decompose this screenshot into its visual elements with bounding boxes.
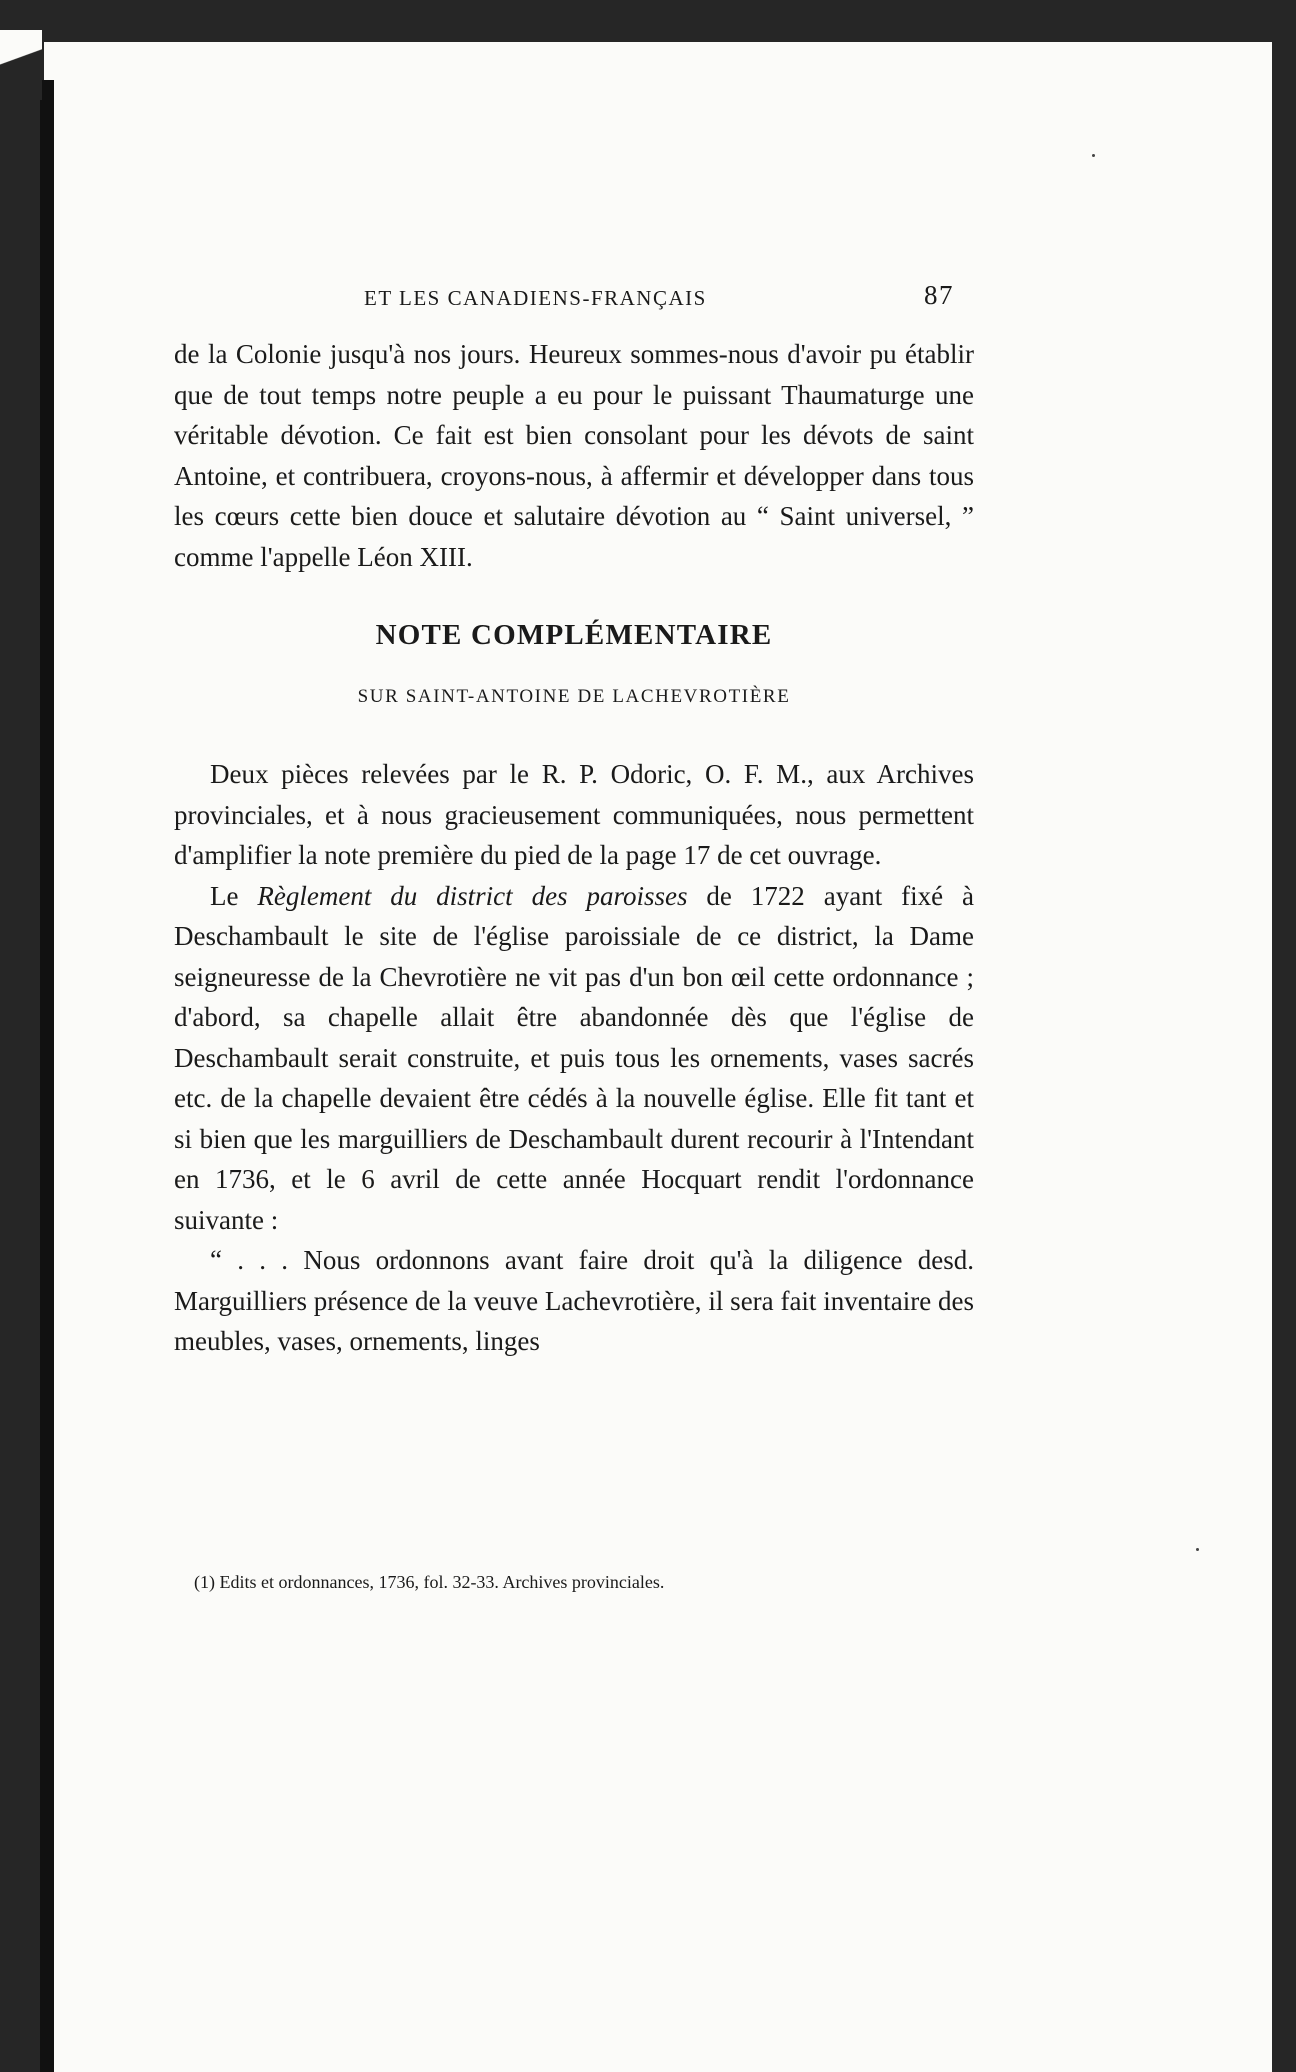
dust-speck <box>1092 154 1095 157</box>
page-number: 87 <box>924 280 954 310</box>
text-column <box>174 276 974 1362</box>
paragraph-reglement-body: de 1722 ayant fixé à Deschambault le site de l'église paroissiale de ce district, la Dame seigneuresse de la Chevrotière ne vit pas d'un bon œil cette ordonnance ; d'abord, sa chapelle allait être abandonnée dès que l'église de Deschambault serait construite, et puis tous les ornements, vases sacrés etc. de la chapelle devaient être cédés à la nouvelle église. Elle fit tant et si bien que les marguilliers de Deschambault durent recourir à l'Intendant en 1736, et le 6 avril de cette année Hocquart rendit l'ordonnance suivante : <box>174 880 974 1235</box>
paragraph-sources: Deux pièces relevées par le R. P. Odoric, O. F. M., aux Archives provinciales, et à nous gracieusement communiquées, nous permettent d'amplifier la note première du pied de la page 17 de cet ouvrage. <box>174 759 974 870</box>
page-corner <box>0 30 42 100</box>
section-subtitle: SUR SAINT-ANTOINE DE LACHEVROTIÈRE <box>357 686 791 707</box>
reglement-title-italic: Règlement du district des paroisses <box>257 880 688 911</box>
paragraph-reglement <box>174 876 974 1241</box>
section-title: NOTE COMPLÉMENTAIRE <box>375 619 773 651</box>
footnote: (1) Edits et ordonnances, 1736, fol. 32-33. Archives provinciales. <box>194 1572 665 1592</box>
paragraph-ordonnance-quote: “ . . . Nous ordonnons avant faire droit qu'à la diligence desd. Marguilliers présence de la veuve Lachevrotière, il sera fait inventaire des meubles, vases, ornements, linges <box>174 1245 974 1356</box>
paragraph-intro: de la Colonie jusqu'à nos jours. Heureux sommes-nous d'avoir pu établir que de tout temps notre peuple a eu pour le puissant Thaumaturge une véritable dévotion. Ce fait est bien consolant pour les dévots de saint Antoine, et contribuera, croyons-nous, à affermir et développer dans tous les cœurs cette bien douce et salutaire dévotion au “ Saint universel, ” comme l'appelle Léon XIII. <box>174 339 974 572</box>
running-title: ET LES CANADIENS-FRANÇAIS <box>364 286 707 310</box>
running-head <box>174 276 974 316</box>
dust-speck <box>1196 1548 1199 1551</box>
paragraph-reglement-lead: Le <box>210 880 258 911</box>
page-spine-edge <box>40 80 54 2072</box>
